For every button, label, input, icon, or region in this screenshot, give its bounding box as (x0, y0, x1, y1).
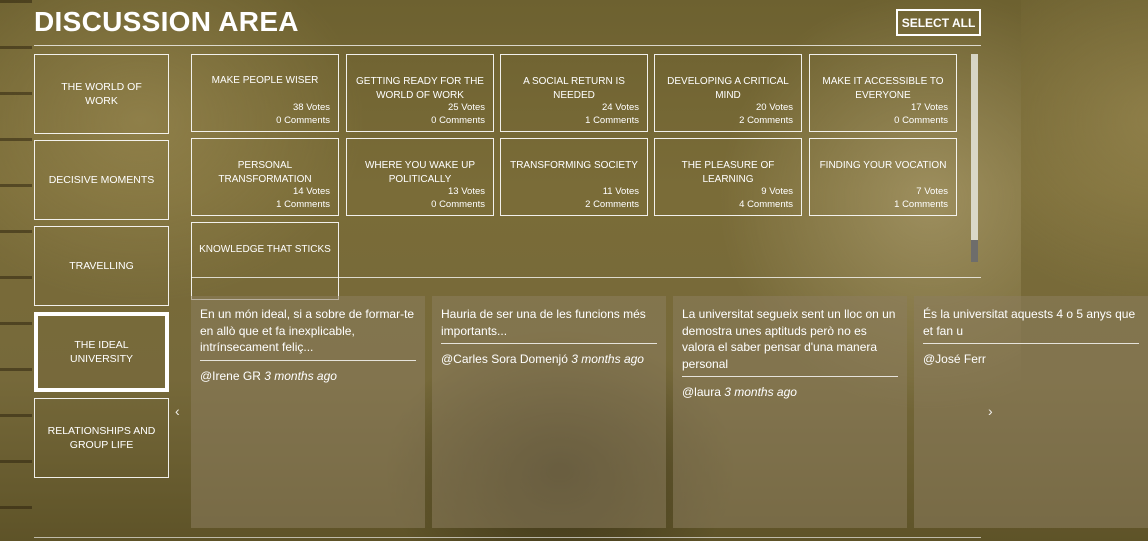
comment-text: La universitat segueix sent un lloc on un demostra unes aptituds però no es valora el saber pensar d'una manera personal (682, 306, 898, 377)
topic-comments: 0 Comments (431, 114, 485, 126)
comment-time: 3 months ago (571, 352, 644, 366)
comment-author: @Irene GR (200, 368, 261, 383)
comment-text: És la universitat aquests 4 o 5 anys que et fan u (923, 306, 1139, 344)
topic-title: TRANSFORMING SOCIETY (510, 160, 638, 171)
comment-meta (923, 352, 1139, 366)
comment-meta (682, 385, 898, 399)
topic-stats (431, 186, 485, 211)
footer-divider (34, 537, 981, 538)
topic-votes: 38 Votes (293, 102, 330, 113)
comment-author: @José Ferr (923, 352, 986, 366)
topic-title: DEVELOPING A CRITICAL MIND (667, 76, 789, 101)
topic-title: WHERE YOU WAKE UP POLITICALLY (364, 160, 475, 185)
topic-title: PERSONAL TRANSFORMATION (218, 160, 312, 185)
topic-card[interactable] (654, 54, 802, 132)
category-label: RELATIONSHIPS AND GROUP LIFE (47, 425, 156, 451)
topic-card[interactable] (191, 54, 339, 132)
topic-comments: 1 Comments (894, 198, 948, 210)
topic-comments: 4 Comments (739, 198, 793, 210)
topic-title: MAKE PEOPLE WISER (211, 75, 319, 86)
topic-votes: 25 Votes (448, 102, 485, 113)
topic-comments: 0 Comments (276, 114, 330, 126)
topic-stats (585, 186, 639, 211)
topic-comments: 2 Comments (739, 114, 793, 126)
comment-card[interactable] (432, 296, 666, 528)
topic-votes: 20 Votes (756, 102, 793, 113)
topic-stats (431, 102, 485, 127)
topic-card[interactable] (809, 54, 957, 132)
category-label: DECISIVE MOMENTS (48, 174, 155, 186)
topic-stats (894, 186, 948, 211)
comment-time: 3 months ago (264, 368, 337, 383)
category-world-of-work[interactable] (34, 54, 169, 134)
section-divider (191, 277, 981, 278)
category-label: TRAVELLING (69, 260, 134, 272)
carousel-prev-icon[interactable]: ‹ (175, 403, 180, 419)
topic-votes: 24 Votes (602, 102, 639, 113)
topic-votes: 9 Votes (761, 186, 793, 197)
topic-votes: 13 Votes (448, 186, 485, 197)
comments-carousel (191, 296, 1136, 528)
topic-title: A SOCIAL RETURN IS NEEDED (523, 76, 625, 101)
topic-card[interactable] (346, 138, 494, 216)
topic-title: MAKE IT ACCESSIBLE TO EVERYONE (822, 76, 944, 101)
topic-comments: 1 Comments (276, 198, 330, 210)
topic-votes: 11 Votes (602, 186, 639, 197)
comment-card[interactable] (673, 296, 907, 528)
select-all-button[interactable]: SELECT ALL (896, 9, 981, 36)
topic-votes: 14 Votes (293, 186, 330, 197)
topic-stats (894, 102, 948, 127)
comment-time: 3 months ago (724, 385, 797, 399)
comment-text: En un món ideal, si a sobre de formar-te en allò que et fa inexplicable, intrínsecament feliç... (200, 306, 416, 361)
comment-card[interactable] (914, 296, 1148, 528)
comment-text: Hauria de ser una de les funcions més importants... (441, 306, 657, 344)
category-relationships[interactable] (34, 398, 169, 478)
topics-scrollbar[interactable] (971, 54, 978, 262)
topic-stats (739, 102, 793, 127)
header (34, 6, 981, 46)
comment-author: @Carles Sora Domenjó (441, 352, 568, 366)
topic-card[interactable] (191, 222, 339, 300)
topic-title: GETTING READY FOR THE WORLD OF WORK (356, 76, 484, 101)
topic-card[interactable] (654, 138, 802, 216)
topic-card[interactable] (191, 138, 339, 216)
topic-stats (585, 102, 639, 127)
topic-stats (739, 186, 793, 211)
topic-title: THE PLEASURE OF LEARNING (681, 160, 775, 185)
category-decisive-moments[interactable] (34, 140, 169, 220)
carousel-next-icon[interactable]: › (988, 403, 993, 419)
topic-card[interactable] (500, 138, 648, 216)
category-label: THE WORLD OF WORK (61, 81, 142, 107)
topic-stats (276, 186, 330, 211)
category-ideal-university[interactable] (34, 312, 169, 392)
topic-comments: 0 Comments (894, 114, 948, 126)
background-decoration (0, 0, 32, 541)
topic-votes: 17 Votes (911, 102, 948, 113)
category-travelling[interactable] (34, 226, 169, 306)
topics-scrollbar-thumb[interactable] (971, 240, 978, 262)
topic-stats (276, 102, 330, 127)
comment-meta (200, 369, 416, 383)
topic-title: FINDING YOUR VOCATION (819, 160, 947, 171)
topic-card[interactable] (500, 54, 648, 132)
topic-title: KNOWLEDGE THAT STICKS (199, 244, 331, 255)
topic-comments: 2 Comments (585, 198, 639, 210)
topic-votes: 7 Votes (916, 186, 948, 197)
topic-card[interactable] (346, 54, 494, 132)
topic-comments: 0 Comments (431, 198, 485, 210)
page-title: DISCUSSION AREA (34, 6, 299, 37)
topics-grid (191, 54, 971, 262)
category-label: THE IDEAL UNIVERSITY (69, 339, 133, 365)
comment-author: @laura (682, 385, 721, 399)
comment-meta (441, 352, 657, 366)
comment-card[interactable] (191, 296, 425, 528)
topic-card[interactable] (809, 138, 957, 216)
topic-comments: 1 Comments (585, 114, 639, 126)
